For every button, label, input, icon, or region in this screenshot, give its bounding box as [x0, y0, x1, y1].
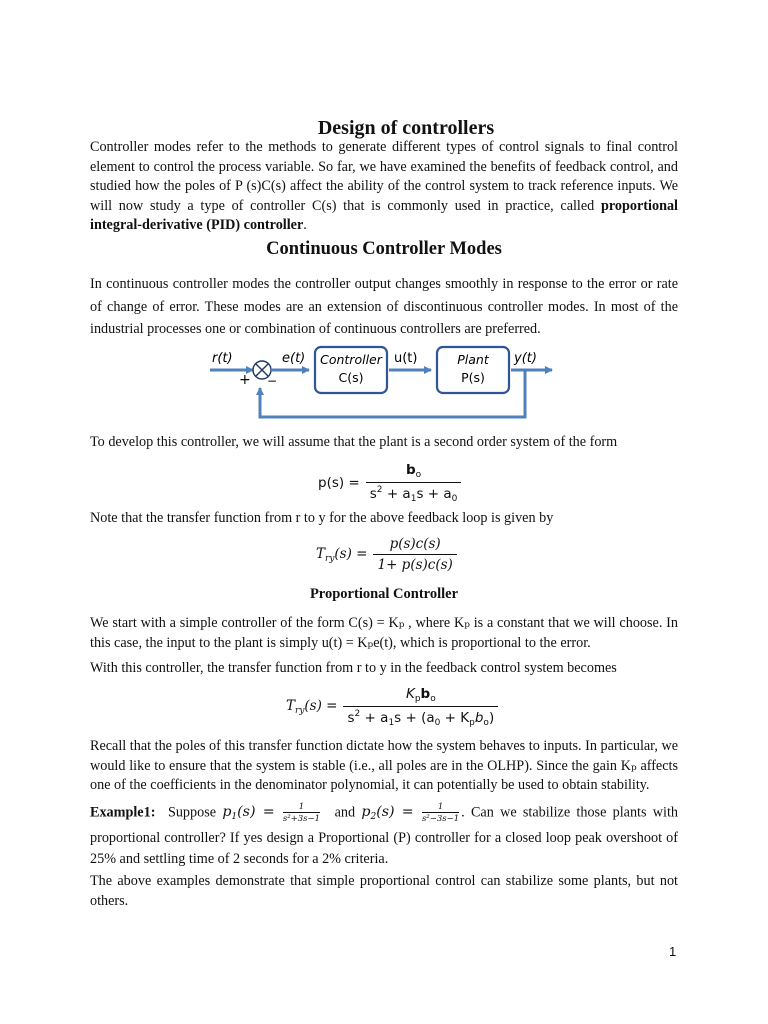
plant-eq-denominator: $s^2 + a_1s + a_0$	[366, 482, 462, 504]
try-eq-numerator: p(s)c(s)	[389, 536, 441, 552]
plant-intro-paragraph: To develop this controller, we will assume that the plant is a second order system of the form	[90, 434, 618, 450]
example-paragraph: Example1: Suppose $p_1(s)$ = $\frac{1}{\text{s²+3s−1}}$ and $p_2(s)$ = $\frac{1}{\text{s²−3s−1}}$ . Can we stabilize those plants with proportional controller? If yes design a Proportional (P) controller for a closed loop peak overshoot of 25% and settling time of 2 seconds for a 2% criteria.	[90, 802, 679, 868]
section-heading-proportional: Proportional Controller	[309, 586, 459, 602]
conclusion-paragraph: The above examples demonstrate that simple proportional control can stabilize some plants, but not others.	[90, 873, 678, 909]
recall-paragraph: Recall that the poles of this transfer function dictate how the system behaves to inputs. In particular, we would like to ensure that the system is stable (i.e., all poles are in the OLHP). Since the gain Kₚ affects one of the coefficients in the denominator polynomial, it can potentially be used to obtain stability.	[90, 738, 678, 794]
feedback-block-diagram	[200, 340, 560, 422]
input-label: r(t)	[212, 351, 233, 366]
continuous-modes-paragraph: In continuous controller modes the controller output changes smoothly in response to the error or rate of change of error. These modes are an extension of discontinuous controller modes. In most of the industrial processes one or combination of continuous controllers are preferred.	[90, 276, 678, 337]
error-label: e(t)	[282, 351, 306, 366]
output-label: y(t)	[514, 351, 537, 366]
plant-label: Plant	[457, 352, 489, 367]
closed-eq-numerator: $K_pb_o$	[405, 686, 436, 704]
plant-equation	[318, 462, 461, 504]
proportional-paragraph: We start with a simple controller of the form C(s) = Kₚ , where Kₚ is a constant that we will choose. In this case, the input to the plant is simply u(t) = Kₚe(t), which is proportional to the error.	[90, 615, 678, 651]
closed-eq-fraction	[343, 686, 498, 728]
try-eq-fraction	[373, 536, 456, 573]
example-p2-fraction: $\frac{1}{\text{s²−3s−1}}$	[421, 802, 460, 824]
plant-eq-lhs: p(s) =	[318, 475, 360, 491]
minus-sign-label: −	[267, 374, 278, 388]
controller-label: Controller	[320, 352, 382, 367]
proportional-closed-loop-equation	[286, 686, 498, 728]
example-p1-fraction: $\frac{1}{\text{s²+3s−1}}$	[282, 802, 321, 824]
page-number: 1	[669, 944, 677, 959]
intro-text: Controller modes refer to the methods to generate different types of control signals to final control element to control the process variable. So far, we have examined the benefits of feedback control, and studied how the poles of P (s)C(s) affect the ability of the control system to track reference inputs. We will now study a type of controller C(s) that is commonly used in practice, called	[90, 139, 678, 214]
proportional-transfer-paragraph: With this controller, the transfer function from r to y in the feedback control system becomes	[90, 660, 617, 676]
page-title: Design of controllers	[317, 117, 495, 139]
plant-transfer-label: P(s)	[461, 370, 485, 385]
section-heading-continuous: Continuous Controller Modes	[266, 239, 502, 259]
example-label: Example1:	[90, 804, 156, 821]
closed-loop-equation	[316, 536, 457, 573]
intro-bold-term: proportional integral-derivative (PID) controller	[90, 197, 678, 234]
plant-eq-fraction	[366, 462, 462, 504]
try-eq-denominator: 1+ p(s)c(s)	[373, 554, 456, 573]
plus-sign-label: +	[239, 372, 251, 388]
closed-eq-denominator: $s^2 + a_1s + (a_0 + K_pb_o)$	[343, 706, 498, 728]
plant-eq-numerator: $b_o$	[405, 462, 422, 480]
control-signal-label: u(t)	[394, 351, 418, 366]
transfer-intro-paragraph: Note that the transfer function from r to y for the above feedback loop is given by	[90, 510, 554, 526]
intro-paragraph	[90, 138, 678, 236]
closed-eq-lhs: $T_{ry}(s)$ =	[286, 698, 338, 716]
intro-end: .	[303, 217, 307, 234]
controller-transfer-label: C(s)	[338, 370, 364, 385]
try-eq-lhs: $T_{ry}(s)$ =	[316, 545, 368, 564]
